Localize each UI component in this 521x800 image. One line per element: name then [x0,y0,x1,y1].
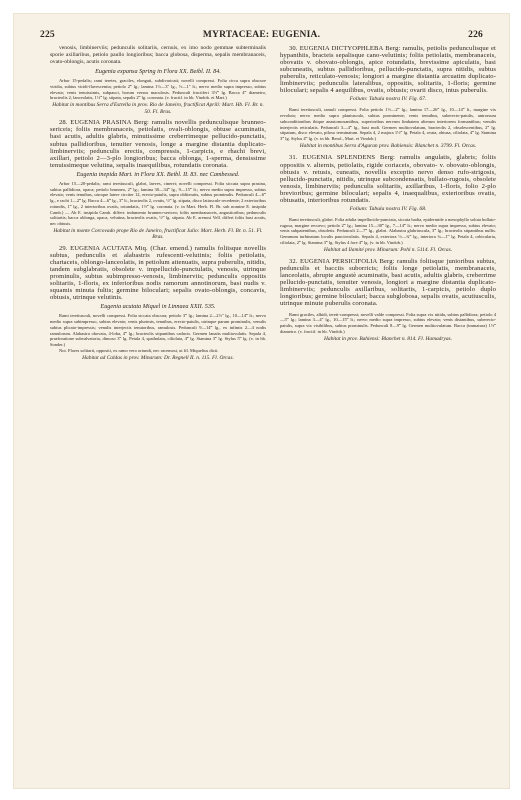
figure-reference: Folium: Tabula nostra IV. Fig. 67. [349,96,427,103]
species-detail: Rami graciles, albidi, tereti-compressi; novelli valde compressi. Folia supra vix nitida, subtus pallidiora; petiolo 4—5‴ lg.; lamina 3—4″ lg., 10—15‴ lt.; nervo medio supra impresso, subtus elevato; venis distantibus, suberecto-patulis, supra vix visibilibus, subtus prominulis. Pedunculi 8—9‴ lg. Germen multiovulatum. Bacca (immatura) 1½‴ diametro. (v. fructif. in hb. Vindob.) [280,311,496,334]
synonym-citation: Eugenia expansa Spring in Flora XX. Beibl. II. 84. [95,68,221,76]
right-column [280,45,496,346]
page-number-left: 225 [40,30,55,40]
page [14,14,509,788]
habitat-note: Habitat in prov. Bahiensi: Blanchet n. 814. Fl. Hamadryas. [323,335,452,342]
species-heading: 29. EUGENIA ACUTATA Miq. (Char. emend.) ramulis foliisque novellis subtus, pedunculis et alabastris rufescenti-velutinis; foliis petiolatis, chartaceis, oblongo-lanceolatis, in petiolum attenuatis, supra puberulis, nitidis, tandem subglabratis, obsolete v. impellucido-punctulatis, venosis, utrinque prominulis, subtus subimpresso-venosis, limbinerviis; pedunculis oppositis solitariis, 1-floris, ex inferioribus nodis ramorum annotinorum, basi nudis v. squamis minuta fultis; germine biloculari; sepalis ovato-oblongis, concavis, obtusis, utrinque velutinis. [50,244,266,302]
left-column [50,45,266,365]
page-number-right: 226 [468,30,483,40]
habitat-note: Habitat in montibus Serra d'Estrella in prov. Rio de Janeiro, fructificat Aprili: Mart. Hb. Fl. Br. n. 50. Fl. Bras. [52,102,264,115]
species-note: Not. Flores solitarii, oppositi, ex ramo vero oriundi, nec racemosi, ut fil. Miquelius dicit. [59,347,219,353]
species-heading: 31. EUGENIA SPLENDENS Berg: ramulis angulatis, glabris; foliis oppositis v. alternis, petiolatis, rigide coriaceis, obovato- v. obovato-oblongis, obtusis v. retusis, cuneatis, novellis exceptio nervo denso rufo-strigosis, pellucido-punctatis, nitidis, utrinque subcondensatis, bullato-rugosis, obsolete venosis, limbinerviis; pedunculis solitariis, axillaribus, 1-floris, folio 2-plo brevioribus; germine biloculari; sepalis 4, inaequalibus, exterioribus ovatis, obtusatis, interioribus rotundatis. [280,154,496,204]
species-description-continued: venosis, limbinerviis; pedunculis solitariis, cernuis, ex imo nodo gemmae subterminalis sporie axillaribus, petiolo paullo longioribus; bacca globosa, dispermа, sepalis membranaceis, ovato-oblongis, acutis coronata. [50,45,266,66]
habitat-note: Habitat ad Caldas in prov. Minarum: Dr. Regnell II. n. 115. Fl. Orcas. [82,354,234,361]
habitat-note: Habitat in montibus Serra d'Aguran prov. Bahiensis: Blanchet n. 3799. Fl. Orcas. [299,142,477,149]
species-heading: 30. EUGENIA DICTYOPHLEBA Berg: ramulis, petiolis pedunculisque et hypanthiis, bracteis sepalisque cano-velutinis; foliis petiolatis, membranaceis, obovatis v. obovato-oblongis, apice rotundatis, brevissime apiculatis, basi subcuneatis, subtus pallidioribus, pellucido-punctatis, supra nitidis, subtus puberulis, reticulato-venosis; longiori a margine distantia arcuatim duplicato-limbinerviis; pedunculis lateralibus, oppositis, solitariis, 1-floris; germine biloculari; sepalis 4 aequilibus, ovatis, obtusis; ovarii disco, intus puberulis. [280,45,496,95]
species-detail: Rami teretiusculi, ramuli compressi. Folia petiolo 1½—2‴ lg.; lamina 17—26‴ lg., 10—14‴ lt., margine vix revoluto; nervo medio supra planiusculo, subtus prominente; venis tenuibus, suberecto-patulis, antrorsum subconditionibus ibique anastomosantibus, superioribus nervum limbatem alterum interiorem formantibus; venulis interjectis reticulatis. Pedunculi 3—4‴ lg., basi nudi. Germen multiovulatum, bracteolis 2, obsolescentibus, 2‴ lg. stipatum, disco elevato, piloso terminatum. Sepala 4, 2 majora 1½‴ lg. Petala 4, ovata, obtusa, ciliolata, 4‴ lg. Stamina 3‴ lg. Stylus 4‴ lg. (v. in hb. Berol., Mart. et Vindob.) [280,107,496,142]
habitat-note: Habitat ad Ilamité prov. Minarum: Pohl n. 5114. Fl. Orcas. [323,246,453,253]
species-detail: Rami teretiusculi, novelli compressi. Folia siccata obscura; petiolo 3‴ lg.; lamina 2—2½″ lg., 10—14‴ lt.; nervo medio supra subimpresso, subtus elevato; venis plurimis, tenuibus, erecto-patulis, utrinque parum prominulis, venulis subtus plicato-impressis; venulis interjectis tenuioribus, ramulosis. Pedunculi 9—14‴ lg., ex infimis 2—4 nodis ramulorum. Alabastra obovata, 4-loba, 4‴ lg.; bracteolis stipantibus caducis. Germen lanatis multiovulatis. Sepala 4, praeforatione subvalvatoria, dimoso 3‴ lg. Petala 4, spathulata, ciliolata, 4‴ lg. Stamina 3‴ lg. Stylus 5‴ lg. (v. in hb. Sonder.) [50,313,266,348]
running-header [40,30,483,42]
species-detail: Rami teretiusculi, glabri. Folia adulta impellucido-punctata, siccata badia, epidermide a mesophyllo soluta bullato-rugosa, margine recurvo; petiolo 2‴ lg.; lamina 15—30‴ lg., 7—14‴ lt.; nervo medio supra impresso, subtus elevato; venis subpatentibus, obsoletis. Pedunculi 2—7‴ lg., glabri. Alabastra glabriuscula, 3‴ lg.; bracteolis stipantibus nullis. Gemmum turbinatum loculis pauciovulatis. Sepala 4, exteriora ½—¾‴ lg., interiora ¾—1‴ lg. Petala 4, orbicularia, ciliolata, 2‴ lg. Stamina 3‴ lg. Stylus 4 fore 4‴ lg. (v. in hb. Vindob.) [280,216,496,245]
species-detail: Arbor 15—20-pedalis; rami teretiusculi, glabri, laeves, cinerei; novelli compressi. Folia siccata supra prasina, subtus pallidiora, opaca; petiolo brunneo, 2‴ lg.; lamina 30—34‴ lg., 9—15‴ lt.; nervo medio supra impresso, subtus elevato; venis tenuibus, utroque latere circiter 12, erecto-patulis, supra obliteratis, subtus prominulis. Pedunculi 4—6‴ lg., e rachi 1—2‴ lg. Bacca 4—6‴ lg., 3‴ lt., bracteolis 2, ovatis, ½‴ lg. stipata, disco latiuscule recedente; 2 exterioribus rotundis, 1‴ lg., 2 interioribus ovatis, rotundatis, 1½‴ lg. coronata. (v. in Mart. Herb. Fl. Br. sub nomine E. insipida Camb.) — Ab E. insipida Camb. differt: indumento brunneo-sericeo; foliis membranaceis, angustioribus; pedunculis solitariis; bacca oblonga, opaca, velutina, bracteolis ovatis, ½‴ lg. stipata. Ab E. arenosi Vell. differt foliis basi acutis, nec obtusis. [50,180,266,226]
figure-reference: Folium: Tabula nostra IV. Fig. 68. [349,205,427,212]
habitat-note: Habitat in monte Corcovado prope Rio de Janeiro, fructificat Julio: Mart. Herb. Fl. Br. n. 51. Fl. Bras. [53,227,263,241]
species-heading: 32. EUGENIA PERSICIFOLIA Berg: ramulis foliisque junioribus subtus, pedunculis et bacciis suborricis; foliis longe petiolatis, membranaceis, lanceolatis, abrupte angustè acuminatis, basi acutis, adultis glabris, creberrime pellucido-punctatis, tenuiter venosis, longiori a margine distantia duplicato-limbinerviis; pedunculis axillaribus, solitariis, 1-carpicis, petiolo duplo longioribus; germine biloculari; bacca subglobosa, sepalis ovatis, acutiusculis, utrinque minute puberulis coronata. [280,258,496,308]
species-detail: Arbor 15-pedalis; rami teretes, graciles, elongati, subdivaricati; novelli compressi. Folia circa supra obscure viridia, subtus viridi-flavescentia; petiolo 2‴ lg.; lamina 1½—3″ lg., ½—1″ lt.; nervo medio supra impresso, subtus elevato; venis tenuissimis, subpauci, horum versus maculosis. Pedunculi fructiferi 3½‴ lg. Bacca 4‴ diametro, bracteolis 2, lanceolatis, 1½‴ lg. stipata, sepalis 2‴ lg. coronata. (v. fructif. in hb. Vindob. et Mart.) [50,78,266,101]
species-heading: 28. EUGENIA PRASINA Berg: ramulis novellis pedunculisque brunneo-sericeis; foliis membranaceis, petiolatis, ovali-oblongis, obtuse acuminatis, basi acutis, adultis glabris, minutissime creberrimeque pellucido-punctatis, subtus pallidioribus, tenuiter venosis, longe a margine distantia duplicato-limbinerviis; pedunculis erectis, compressis, 1-carpicis, e rhachi brevi, axillari, petiolo 2—3-plo longioribus; bacca oblonga, 1-sperma, densissime tenuissimeque velutina, sepalis inaequilibus, rotundatis coronata. [50,119,266,169]
synonym-citation: Eugenia inepida Mart. in Flora XX. Beibl. II. 83. nec Cambessed. [76,170,240,178]
running-title: MYRTACEAE: EUGENIA. [202,30,321,40]
synonym-citation: Eugenia acutata Miquel in Linnaea XXII. 535. [100,303,216,311]
